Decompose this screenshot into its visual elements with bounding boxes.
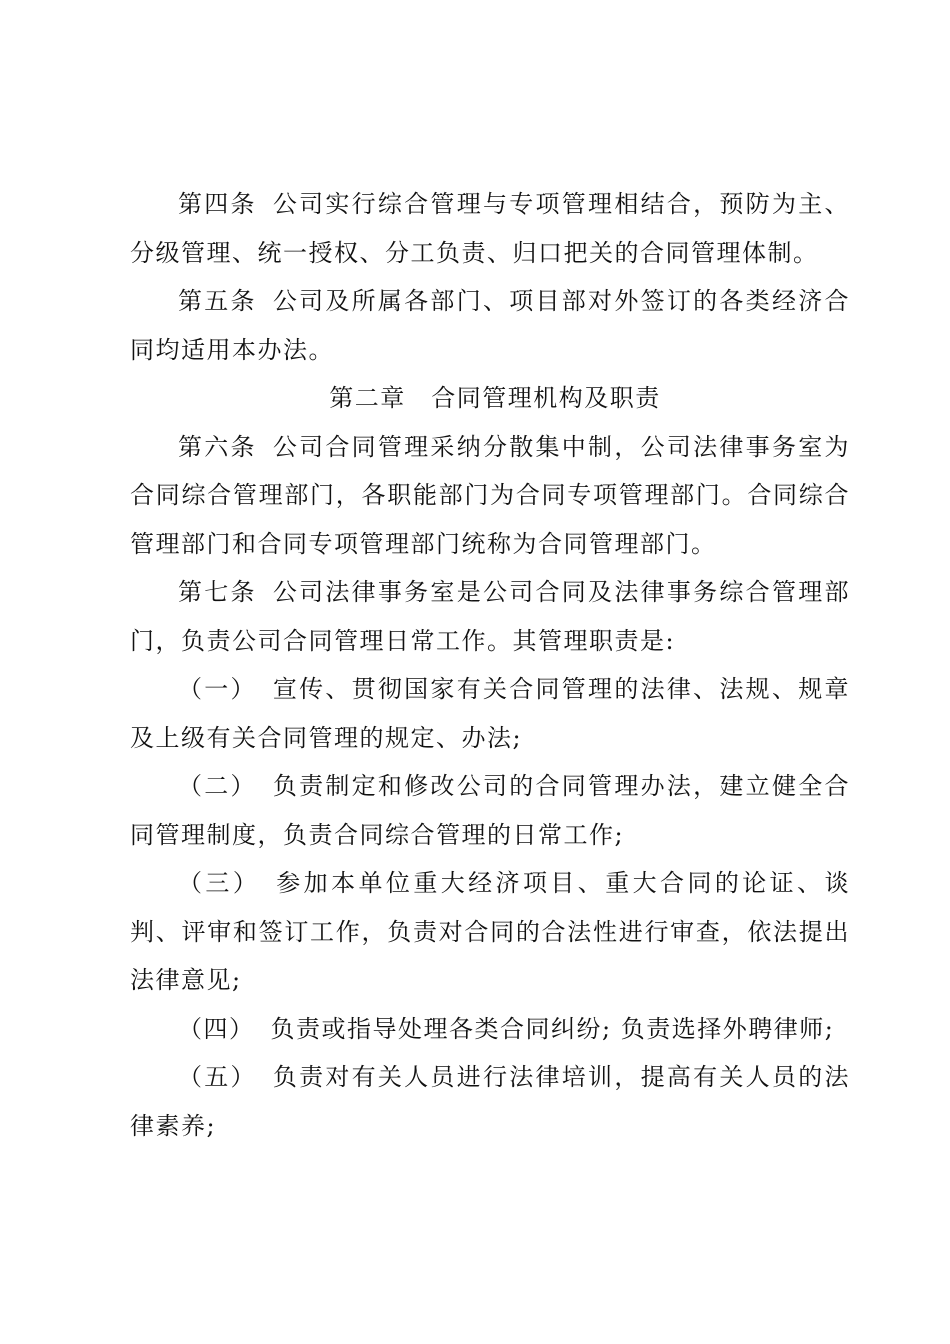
item-text: 负责或指导处理各类合同纠纷; 负责选择外聘律师; bbox=[270, 1014, 835, 1043]
item-label: （四） bbox=[178, 1014, 255, 1043]
list-item-4 bbox=[130, 1005, 850, 1054]
list-item-2 bbox=[130, 762, 850, 859]
article-text: 公司实行综合管理与专项管理相结合，预防为主、分级管理、统一授权、分工负责、归口把关的合同管理体制。 bbox=[130, 190, 850, 267]
article-7 bbox=[130, 568, 850, 665]
article-label: 第四条 bbox=[178, 190, 257, 218]
item-label: （五） bbox=[178, 1063, 257, 1091]
item-label: （二） bbox=[178, 772, 257, 800]
article-label: 第七条 bbox=[178, 578, 257, 606]
article-5 bbox=[130, 277, 850, 374]
item-text: 负责制定和修改公司的合同管理办法，建立健全合同管理制度，负责合同综合管理的日常工作; bbox=[130, 772, 850, 849]
article-text: 公司合同管理采纳分散集中制，公司法律事务室为合同综合管理部门，各职能部门为合同专项管理部门。合同综合管理部门和合同专项管理部门统称为合同管理部门。 bbox=[130, 432, 850, 558]
article-label: 第六条 bbox=[178, 432, 257, 461]
article-text: 公司及所属各部门、项目部对外签订的各类经济合同均适用本办法。 bbox=[130, 287, 850, 364]
item-label: （三） bbox=[178, 869, 261, 897]
item-label: （一） bbox=[178, 675, 257, 703]
list-item-3 bbox=[130, 859, 850, 1005]
list-item-1 bbox=[130, 665, 850, 762]
item-text: 宣传、贯彻国家有关合同管理的法律、法规、规章及上级有关合同管理的规定、办法; bbox=[130, 675, 850, 752]
chapter-2-heading: 第二章 合同管理机构及职责 bbox=[329, 384, 661, 412]
article-4 bbox=[130, 180, 850, 277]
item-text: 负责对有关人员进行法律培训，提高有关人员的法律素养; bbox=[130, 1063, 850, 1140]
list-item-5 bbox=[130, 1053, 850, 1150]
document-body bbox=[130, 180, 850, 1150]
item-text: 参加本单位重大经济项目、重大合同的论证、谈判、评审和签订工作，负责对合同的合法性进行审查，依法提出法律意见; bbox=[130, 869, 851, 994]
article-label: 第五条 bbox=[178, 287, 257, 315]
article-6 bbox=[130, 423, 850, 569]
article-text: 公司法律事务室是公司合同及法律事务综合管理部门，负责公司合同管理日常工作。其管理职责是: bbox=[130, 578, 850, 655]
